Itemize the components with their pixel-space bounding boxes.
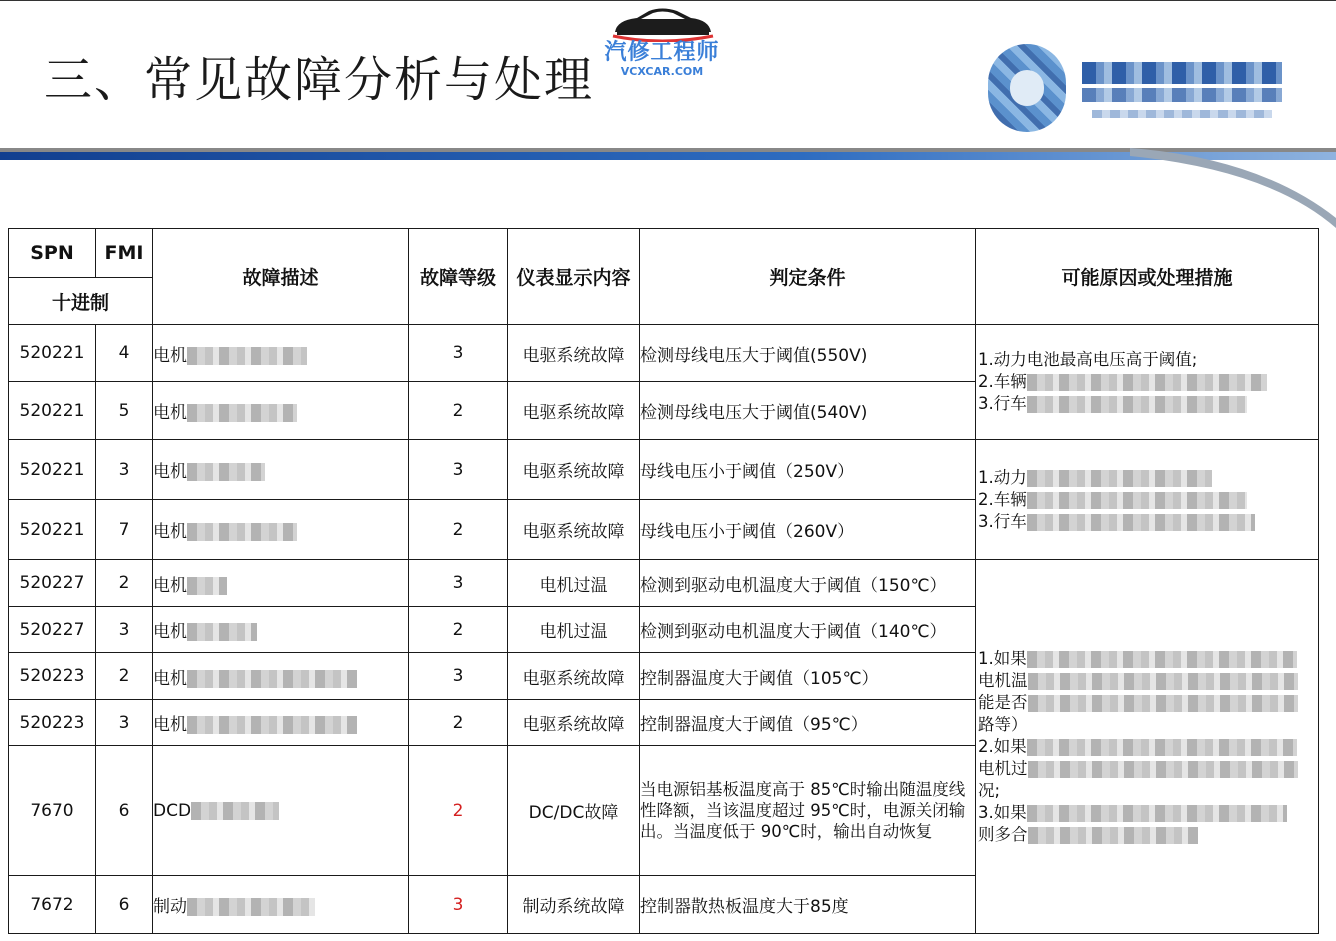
redacted-text — [187, 463, 265, 481]
display-cell: 电驱系统故障 — [508, 325, 640, 382]
condition-cell: 检测到驱动电机温度大于阈值（150℃） — [640, 560, 976, 607]
cause-line: 3.行车 — [978, 394, 1027, 413]
level-cell: 2 — [409, 382, 508, 440]
level-cell: 3 — [409, 653, 508, 700]
description-cell: 电机 — [153, 345, 187, 366]
description-cell: DCD — [153, 800, 192, 821]
condition-cell: 检测母线电压大于阈值(550V) — [640, 325, 976, 382]
cause-cell — [976, 440, 1319, 560]
fault-table — [8, 228, 1319, 934]
redacted-text — [1027, 651, 1297, 668]
spn-cell: 520227 — [9, 607, 96, 653]
description-cell: 电机 — [153, 403, 187, 423]
display-cell: 电机过温 — [508, 560, 640, 607]
level-cell: 3 — [409, 560, 508, 607]
condition-cell: 当电源铝基板温度高于 85℃时输出随温度线性降额，当该温度超过 95℃时，电源关闭输出。当温度低于 90℃时，输出自动恢复 — [640, 746, 976, 876]
level-cell: 3 — [409, 440, 508, 500]
display-cell: 电驱系统故障 — [508, 382, 640, 440]
table-row — [9, 325, 1319, 382]
header-level: 故障等级 — [409, 229, 508, 325]
cause-line: 1.动力 — [978, 467, 1027, 487]
level-cell: 2 — [409, 500, 508, 560]
fmi-cell: 5 — [96, 382, 153, 440]
redacted-text — [187, 716, 357, 734]
watermark-url: VCXCAR.COM — [620, 65, 704, 78]
fmi-cell: 7 — [96, 500, 153, 560]
spn-cell: 520221 — [9, 440, 96, 500]
redacted-text — [1027, 805, 1287, 822]
fmi-cell: 3 — [96, 700, 153, 746]
redacted-text — [187, 523, 297, 541]
cause-line: 路等） — [978, 714, 1028, 734]
redacted-text — [1027, 514, 1255, 531]
fmi-cell: 2 — [96, 560, 153, 607]
spn-cell: 520223 — [9, 653, 96, 700]
display-cell: 电驱系统故障 — [508, 700, 640, 746]
header-decimal: 十进制 — [9, 278, 153, 325]
redacted-text — [187, 623, 257, 641]
display-cell: 电驱系统故障 — [508, 500, 640, 560]
level-cell: 3 — [409, 876, 508, 934]
watermark-logo — [592, 6, 732, 78]
cause-line: 电机过 — [978, 758, 1028, 778]
cause-line: 2.车辆 — [978, 489, 1027, 509]
cause-cell — [976, 325, 1319, 440]
redacted-text — [187, 347, 307, 365]
fmi-cell: 2 — [96, 653, 153, 700]
redacted-text — [1028, 673, 1298, 690]
condition-cell: 母线电压小于阈值（260V） — [640, 500, 976, 560]
cause-line: 3.行车 — [978, 511, 1027, 531]
header-fmi: FMI — [96, 229, 153, 278]
spn-cell: 520221 — [9, 500, 96, 560]
header-condition: 判定条件 — [640, 229, 976, 325]
cause-line: 2.车辆 — [978, 372, 1027, 391]
car-icon — [607, 6, 717, 42]
redacted-text — [1028, 695, 1298, 712]
spn-cell: 520221 — [9, 382, 96, 440]
redacted-text — [187, 898, 315, 916]
header-band-decoration — [0, 148, 1336, 228]
level-cell: 2 — [409, 746, 508, 876]
description-cell: 电机 — [153, 715, 187, 735]
top-border-line — [0, 0, 1336, 1]
redacted-text — [1027, 739, 1297, 756]
cause-line: 1.如果 — [978, 648, 1027, 668]
fmi-cell: 3 — [96, 440, 153, 500]
description-cell: 电机 — [153, 668, 187, 689]
page-title: 三、常见故障分析与处理 — [44, 52, 595, 108]
header-cause: 可能原因或处理措施 — [976, 229, 1319, 325]
redacted-text — [1027, 396, 1247, 413]
watermark-text: 汽修工程师 — [604, 40, 720, 65]
company-logo — [980, 40, 1290, 140]
description-cell: 制动 — [153, 897, 187, 917]
description-cell: 电机 — [153, 522, 187, 542]
cause-line: 况; — [978, 780, 1001, 800]
level-cell: 3 — [409, 325, 508, 382]
spn-cell: 7670 — [9, 746, 96, 876]
cause-line: 则多合 — [978, 824, 1028, 844]
fmi-cell: 4 — [96, 325, 153, 382]
logo-emblem-icon — [988, 44, 1066, 132]
header-display: 仪表显示内容 — [508, 229, 640, 325]
table-row — [9, 440, 1319, 500]
fmi-cell: 3 — [96, 607, 153, 653]
display-cell: 电驱系统故障 — [508, 653, 640, 700]
header-row — [9, 229, 1319, 278]
spn-cell: 520227 — [9, 560, 96, 607]
description-cell: 电机 — [153, 575, 187, 596]
redacted-text — [187, 577, 227, 595]
cause-line: 电机温 — [978, 670, 1028, 690]
redacted-text — [1027, 470, 1212, 487]
condition-cell: 控制器温度大于阈值（105℃） — [640, 653, 976, 700]
cause-line: 1.动力电池最高电压高于阈值; — [978, 350, 1198, 369]
level-cell: 2 — [409, 607, 508, 653]
display-cell: 制动系统故障 — [508, 876, 640, 934]
redacted-text — [1028, 761, 1298, 778]
redacted-text — [191, 802, 279, 820]
spn-cell: 520221 — [9, 325, 96, 382]
table-row — [9, 560, 1319, 607]
cause-cell — [976, 560, 1319, 934]
display-cell: 电驱系统故障 — [508, 440, 640, 500]
display-cell: DC/DC故障 — [508, 746, 640, 876]
condition-cell: 检测到驱动电机温度大于阈值（140℃） — [640, 607, 976, 653]
redacted-text — [1027, 492, 1247, 509]
redacted-text — [187, 404, 297, 422]
cause-line: 能是否 — [978, 692, 1028, 712]
level-cell: 2 — [409, 700, 508, 746]
condition-cell: 控制器温度大于阈值（95℃） — [640, 700, 976, 746]
spn-cell: 7672 — [9, 876, 96, 934]
cause-line: 3.如果 — [978, 802, 1027, 822]
spn-cell: 520223 — [9, 700, 96, 746]
display-cell: 电机过温 — [508, 607, 640, 653]
description-cell: 电机 — [153, 622, 187, 642]
condition-cell: 控制器散热板温度大于85度 — [640, 876, 976, 934]
fmi-cell: 6 — [96, 876, 153, 934]
fmi-cell: 6 — [96, 746, 153, 876]
header-description: 故障描述 — [153, 229, 409, 325]
description-cell: 电机 — [153, 462, 187, 482]
condition-cell: 检测母线电压大于阈值(540V) — [640, 382, 976, 440]
redacted-text — [1027, 374, 1267, 391]
header-spn: SPN — [9, 229, 96, 278]
redacted-text — [1028, 827, 1198, 844]
condition-cell: 母线电压小于阈值（250V） — [640, 440, 976, 500]
redacted-text — [187, 670, 357, 688]
cause-line: 2.如果 — [978, 736, 1027, 756]
